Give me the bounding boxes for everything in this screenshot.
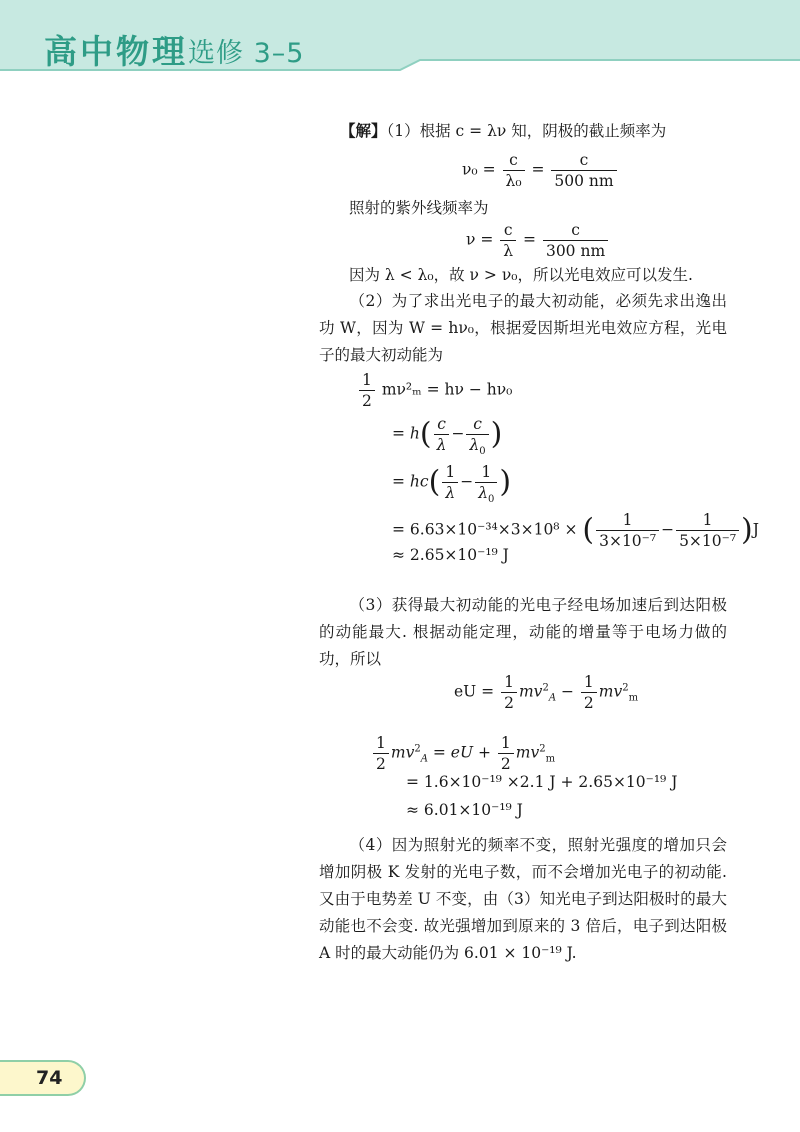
fraction [543, 220, 608, 261]
equation-work-energy: eU = $\frac{1}{2}$ $mv^2_A$ − $\frac{1}{2}$ $mv^2_m$ [454, 673, 639, 712]
paragraph-2-text: （2）为了求出光电子的最大初动能，必须先求出逸出功 W，因为 W = hν₀，根据爱因斯坦光电效应方程，光电子的最大初动能为 [319, 292, 727, 364]
equation-cutoff-frequency: ν₀ = $\frac{c}{\text{λ₀}}$ = $\frac{c}{500 nm}$ [462, 150, 619, 191]
paragraph-3 [319, 592, 727, 673]
numerator: c [551, 150, 616, 171]
denominator: λ₀ [505, 172, 522, 190]
equation-step-h: = h( $\frac{c}{\lambda}$ − $\frac{c}{\lambda_0}$ ) [392, 415, 503, 458]
eq4-lhs: eU = [454, 682, 495, 701]
eq-numeric-prefix: = 6.63×10⁻³⁴×3×10⁸ × [392, 520, 578, 539]
paragraph-3-text: （3）获得最大初动能的光电子经电场加速后到达阳极的动能最大. 根据动能定理，动能的增量等于电场力做的功，所以 [319, 596, 727, 668]
paragraph-because: 因为 λ < λ₀，故 ν > ν₀，所以光电效应可以发生. [349, 266, 693, 284]
page-number: 74 [36, 1067, 63, 1089]
numerator: c [503, 150, 525, 171]
numerator: c [500, 220, 516, 241]
solution-label: 【解】 [340, 121, 387, 140]
equation-result-ek: ≈ 2.65×10⁻¹⁹ J [392, 546, 509, 564]
solution-line-1 [340, 120, 666, 142]
denominator: 5×10⁻⁷ [679, 532, 737, 550]
paragraph-4 [319, 832, 727, 967]
book-subtitle: 选修 3–5 [188, 38, 305, 69]
paragraph-4-text: （4）因为照射光的频率不变，照射光强度的增加只会增加阴极 K 发射的光电子数，而不会增加光电子的初动能. 又由于电势差 U 不变，由（3）知光电子到达阳极时的最大动能也不会变. 故光强增加到原来的 3 倍后，电子到达阳极 A 时的最大动能仍为 6.01 × 10⁻¹⁹ J. [319, 836, 727, 962]
equation-ekA: $\frac{1}{2}$ $mv^2_A$ = eU + $\frac{1}{2}$ $mv^2_m$ [371, 733, 555, 774]
equation-step-numeric: = 6.63×10⁻³⁴×3×10⁸ × ( $\frac{1}{\text{3×10⁻⁷}}$ − $\frac{1}{\text{5×10⁻⁷}}$ )J [392, 511, 759, 550]
equation-kinetic-energy [357, 370, 512, 411]
book-title: 高中物理 [44, 32, 188, 71]
paragraph-1: （1）根据 c = λν 知，阴极的截止频率为 [386, 122, 667, 140]
equation-ekA-result: ≈ 6.01×10⁻¹⁹ J [406, 801, 523, 819]
fraction [551, 150, 616, 191]
page-header [0, 0, 800, 80]
equation-step-hc: = hc( $\frac{1}{\lambda}$ − $\frac{1}{\lambda_0}$ ) [392, 463, 512, 506]
denominator: λ [503, 242, 514, 260]
paragraph-2 [319, 288, 727, 369]
eq2-lhs: ν = [466, 230, 494, 249]
paragraph-uv: 照射的紫外线频率为 [349, 199, 489, 217]
equation-uv-frequency: ν = $\frac{c}{\lambda}$ = $\frac{c}{300 nm}$ [466, 220, 610, 261]
numerator: c [543, 220, 608, 241]
fraction [503, 150, 525, 191]
fraction-one-half: $\frac{1}{2}$ [359, 370, 375, 411]
eq-kinetic-rhs: mν²ₘ = hν − hν₀ [381, 380, 513, 399]
denominator: 3×10⁻⁷ [599, 532, 657, 550]
denominator: 500 nm [554, 172, 614, 190]
denominator: 300 nm [545, 242, 606, 260]
eq1-lhs: ν₀ = [462, 160, 496, 179]
equation-ekA-numeric: = 1.6×10⁻¹⁹ ×2.1 J + 2.65×10⁻¹⁹ J [406, 773, 678, 791]
fraction [500, 220, 516, 261]
